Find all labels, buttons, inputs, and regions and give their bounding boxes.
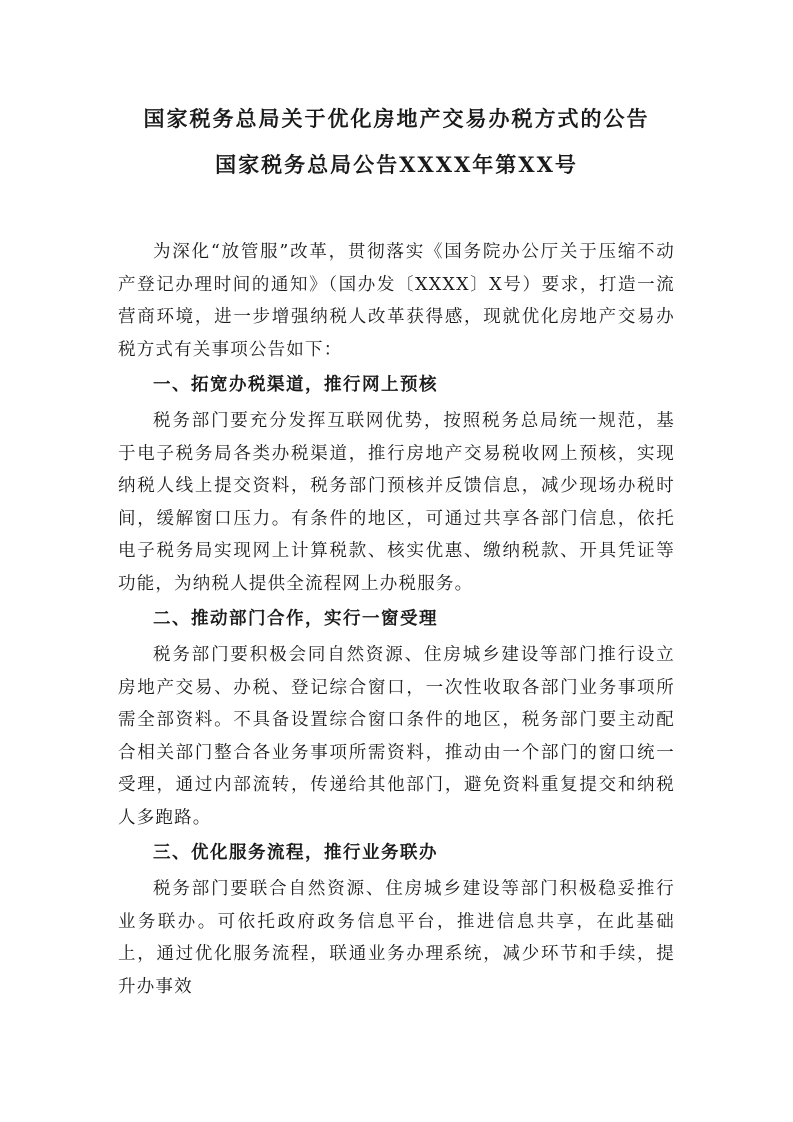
section-heading-1: 一、拓宽办税渠道，推行网上预核 bbox=[153, 375, 438, 395]
section-heading-2: 二、推动部门合作，实行一窗受理 bbox=[153, 609, 438, 629]
section-heading-3: 三、优化服务流程，推行业务联办 bbox=[153, 843, 438, 863]
section-body-3: 税务部门要联合自然资源、住房城乡建设等部门积极稳妥推行业务联办。可依托政府政务信息平台，推进信息共享，在此基础上，通过优化服务流程，联通业务办理系统，减少环节和手续，提升办事效 bbox=[118, 879, 675, 997]
spacer bbox=[118, 188, 675, 236]
document-number: 国家税务总局公告XXXX年第XX号 bbox=[215, 152, 578, 177]
document-title: 国家税务总局关于优化房地产交易办税方式的公告 bbox=[143, 106, 650, 131]
section-body-2: 税务部门要积极会同自然资源、住房城乡建设等部门推行设立房地产交易、办税、登记综合窗口，一次性收取各部门业务事项所需全部资料。不具备设置综合窗口条件的地区，税务部门要主动配合相关部门整合各业务事项所需资料，推动由一个部门的窗口统一受理，通过内部流转，传递给其他部门，避免资料重复提交和纳税人多跑路。 bbox=[118, 645, 675, 828]
intro-paragraph: 为深化“放管服”改革，贯彻落实《国务院办公厅关于压缩不动产登记办理时间的通知》（国办发〔XXXX〕X号）要求，打造一流营商环境，进一步增强纳税人改革获得感，现就优化房地产交易办税方式有关事项公告如下： bbox=[118, 242, 675, 360]
document-page bbox=[118, 96, 675, 1003]
section-body-1: 税务部门要充分发挥互联网优势，按照税务总局统一规范，基于电子税务局各类办税渠道，推行房地产交易税收网上预核，实现纳税人线上提交资料，税务部门预核并反馈信息，减少现场办税时间，缓解窗口压力。有条件的地区，可通过共享各部门信息，依托电子税务局实现网上计算税款、核实优惠、缴纳税款、开具凭证等功能，为纳税人提供全流程网上办税服务。 bbox=[118, 411, 675, 594]
